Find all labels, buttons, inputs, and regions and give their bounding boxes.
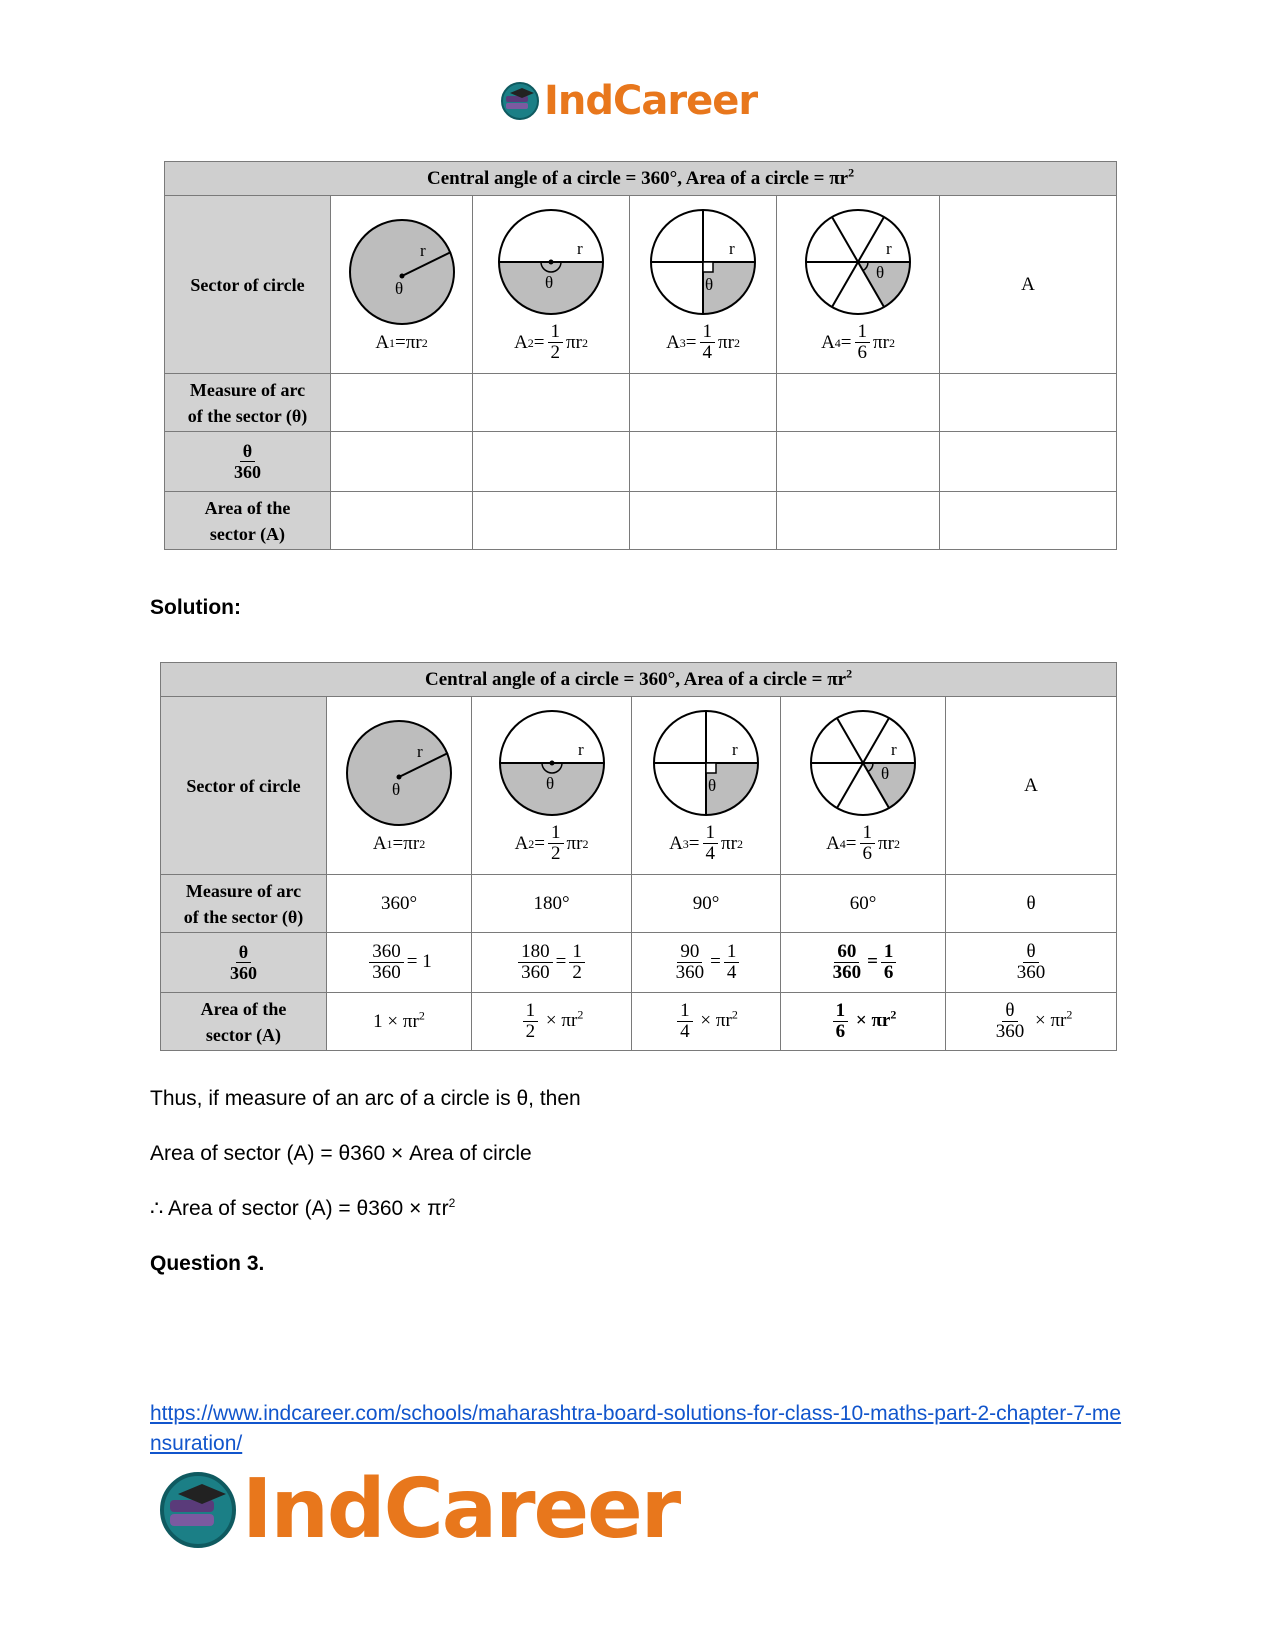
formula-a1: A 1 = πr 2 [375,331,428,353]
svg-text:r: r [886,239,892,258]
solution-table [160,662,1117,1051]
semicircle-diagram [496,707,608,819]
half-circle-cell [472,697,632,875]
question-table [164,161,1117,550]
measure-cell: 60° [781,875,946,933]
ratio-cell: $\frac{360}{360}$ = 1 [327,933,472,993]
svg-text:θ: θ [394,278,403,298]
sixth-circle-diagram [802,206,914,318]
sixth-circle-diagram [807,707,919,819]
solution-label: Solution: [150,596,241,619]
formula-a4: A 4 = $\frac{1}{6}$ πr 2 [826,822,900,864]
full-circle-diagram [343,717,455,829]
row-label-measure: Measure of arc of the sector (θ) [161,875,327,933]
row-label-area: Area of the sector (A) [165,492,331,550]
measure-cell: 90° [632,875,781,933]
svg-text:r: r [419,240,426,260]
half-circle-cell [473,196,630,374]
formula-a3: A 3 = $\frac{1}{4}$ πr 2 [666,321,740,363]
area-cell: $1 \times \pi r^2$ [327,993,472,1051]
formula-a1: A 1 = πr 2 [372,832,426,854]
formula-a3: A 3 = $\frac{1}{4}$ πr 2 [669,822,743,864]
ratio-cell: $\frac{90}{360}$ = $\frac{1}{4}$ [632,933,781,993]
explanation-line-1: Thus, if measure of an arc of a circle is θ, then [150,1087,581,1110]
semicircle-diagram [495,206,607,318]
full-circle-cell [327,697,472,875]
sixth-circle-cell [781,697,946,875]
svg-text:r: r [891,740,897,759]
svg-text:θ: θ [545,273,554,292]
svg-text:θ: θ [705,275,714,294]
svg-text:θ: θ [708,776,717,795]
row-label-sector: Sector of circle [165,196,331,374]
table-header: Central angle of a circle = 360°, Area of a circle = $\pi r^2$ [165,162,1117,196]
svg-text:θ: θ [881,764,890,783]
quarter-circle-diagram [650,707,762,819]
quarter-circle-cell [632,697,781,875]
ratio-cell: $\frac{\theta}{360}$ [946,933,1117,993]
logo-wordmark: IndCareer [242,1462,680,1557]
question-heading: Question 3. [150,1252,265,1275]
full-circle-cell [331,196,473,374]
area-cell: $\frac{1}{2}$ × $\pi r^2$ [472,993,632,1051]
general-sector-cell: A [940,196,1117,374]
area-cell: $\frac{1}{4}$ × $\pi r^2$ [632,993,781,1051]
indcareer-logo-top [500,78,757,124]
globe-book-icon [158,1470,238,1550]
logo-wordmark: IndCareer [544,78,758,124]
row-label-measure: Measure of arc of the sector (θ) [165,374,331,432]
svg-text:r: r [417,741,423,761]
formula-a4: A 4 = $\frac{1}{6}$ πr 2 [821,321,895,363]
explanation-line-3: ∴ Area of sector $(A) = \theta 360 \times \pi r^2$ [150,1196,456,1220]
indcareer-logo-bottom [158,1462,679,1557]
globe-book-icon [500,81,540,121]
row-label-area: Area of the sector (A) [161,993,327,1051]
svg-text:θ: θ [545,774,554,793]
explanation-line-2: Area of sector (A) = θ360 × Area of circle [150,1142,532,1165]
row-label-sector: Sector of circle [161,697,327,875]
source-link[interactable]: https://www.indcareer.com/schools/maharashtra-board-solutions-for-class-10-maths-part-2-chapter-7-mensuration/ [150,1402,1122,1455]
ratio-cell: $\frac{180}{360}$ = $\frac{1}{2}$ [472,933,632,993]
svg-text:θ: θ [392,779,401,799]
row-label-ratio: $\frac{\theta}{360}$ [165,432,331,492]
quarter-circle-cell [630,196,777,374]
svg-text:r: r [577,740,584,759]
svg-text:r: r [577,239,583,258]
measure-cell: θ [946,875,1117,933]
svg-text:θ: θ [876,263,885,282]
svg-text:r: r [732,740,738,759]
table-header: Central angle of a circle = 360°, Area of a circle = $\pi r^2$ [161,663,1117,697]
general-sector-cell: A [946,697,1117,875]
area-cell: $\frac{\theta}{360}$ × $\pi r^2$ [946,993,1117,1051]
row-label-ratio: $\frac{\theta}{360}$ [161,933,327,993]
sixth-circle-cell [777,196,940,374]
formula-a2: A 2 = $\frac{1}{2}$ πr 2 [514,321,588,363]
ratio-cell: $\frac{60}{360}$ = $\frac{1}{6}$ [781,933,946,993]
measure-cell: 180° [472,875,632,933]
measure-cell: 360° [327,875,472,933]
quarter-circle-diagram [647,206,759,318]
formula-a2: A 2 = $\frac{1}{2}$ πr 2 [514,822,589,864]
svg-text:r: r [729,239,735,258]
area-cell: $\frac{1}{6}$ × $\pi r^2$ [781,993,946,1051]
full-circle-diagram [346,216,458,328]
